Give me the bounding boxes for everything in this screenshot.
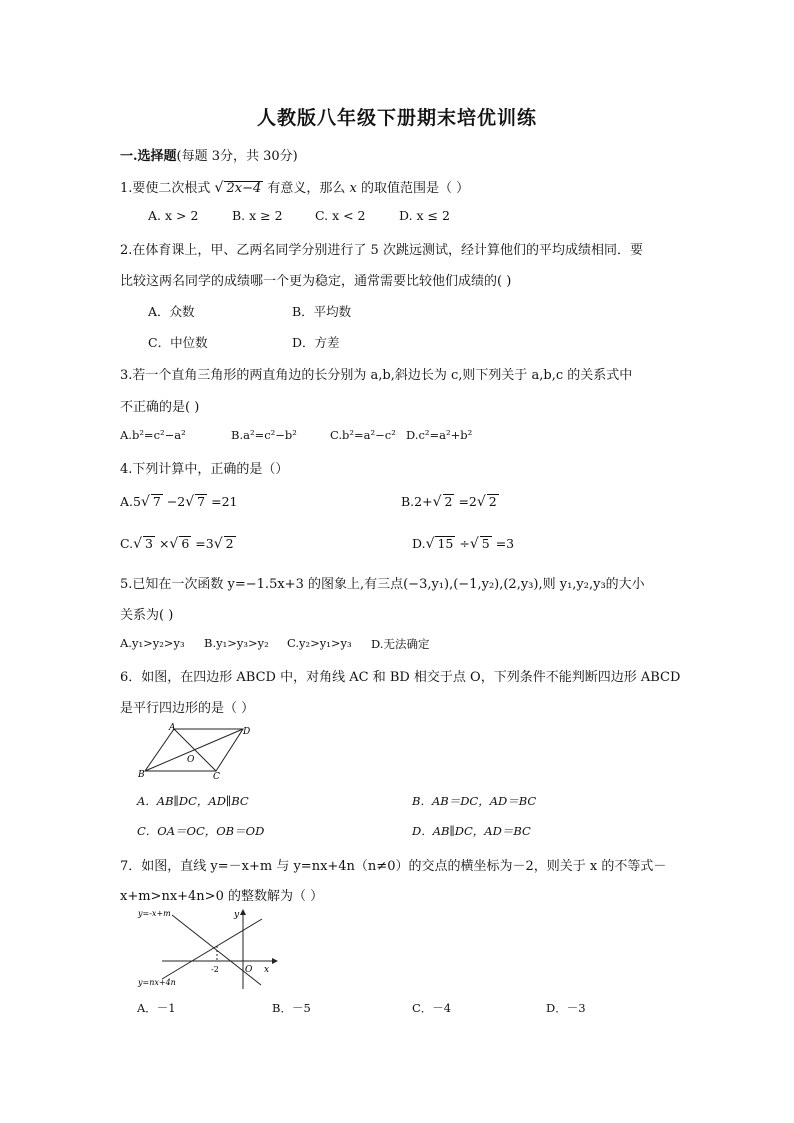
- q3-option-a[interactable]: A.b²=c²−a²: [120, 428, 186, 442]
- q1-stem-b: 有意义，那么: [267, 181, 346, 196]
- label-origin: O: [245, 965, 253, 975]
- q5-option-b[interactable]: B.y₁>y₃>y₂: [204, 636, 269, 650]
- q3-line-1: 3.若一个直角三角形的两直角边的长分别为 a,b,斜边长为 c,则下列关于 a,b,c 的关系式中: [120, 368, 633, 383]
- y-axis-arrow-icon: [240, 909, 246, 915]
- q1-option-d[interactable]: D. x ≤ 2: [399, 208, 450, 223]
- label-line-2: y=nx+4n: [138, 978, 176, 987]
- q5-option-d[interactable]: D.无法确定: [371, 637, 430, 651]
- q2-line-1: 2.在体育课上，甲、乙两名同学分别进行了 5 次跳远测试，经计算他们的平均成绩相同．要: [120, 243, 643, 258]
- section-heading: [120, 145, 298, 164]
- q7-line-2: x+m>nx+4n>0 的整数解为（ ）: [120, 889, 324, 904]
- q6-line-2: 是平行四边形的是（ ）: [120, 701, 255, 716]
- q1-option-a[interactable]: A. x > 2: [148, 208, 199, 223]
- label-d: D: [243, 727, 251, 737]
- q4-option-a[interactable]: A.5√ 7 −2√ 7 =21: [120, 494, 238, 510]
- q2-option-b[interactable]: B．平均数: [292, 304, 352, 319]
- label-y-axis: y: [234, 910, 240, 920]
- x-axis-arrow-icon: [272, 958, 278, 964]
- label-a: A: [169, 723, 176, 733]
- q5-line-2: 关系为( ): [120, 608, 174, 623]
- q3-option-c[interactable]: C.b²=a²−c²: [330, 428, 396, 442]
- q5-line-1: 5.已知在一次函数 y=−1.5x+3 的图象上,有三点(−3,y₁),(−1,y₂),(2,y₃),则 y₁,y₂,y₃的大小: [120, 577, 645, 592]
- q2-option-c[interactable]: C．中位数: [148, 335, 208, 350]
- q1-var: x: [349, 181, 357, 196]
- section-label: 一.选择题: [120, 149, 177, 164]
- label-line-1: y=-x+m: [138, 909, 171, 918]
- q6-line-1: 6．如图，在四边形 ABCD 中，对角线 AC 和 BD 相交于点 O，下列条件不能判断四边形 ABCD: [120, 670, 681, 685]
- section-note: (每题 3分，共 30分): [176, 149, 298, 164]
- q2-line-2: 比较这两名同学的成绩哪一个更为稳定，通常需要比较他们成绩的( ): [120, 274, 512, 289]
- label-o: O: [187, 755, 195, 765]
- label-c: C: [213, 772, 220, 780]
- q1-stem-a: 1.要使二次根式: [120, 181, 211, 196]
- q3-line-2: 不正确的是( ): [120, 400, 200, 415]
- q4-option-d[interactable]: D.√ 15 ÷√ 5 =3: [412, 536, 515, 552]
- q7-option-d[interactable]: D．－3: [546, 1001, 586, 1015]
- q6-option-a[interactable]: A．AB∥DC，AD∥BC: [137, 794, 249, 808]
- q5-option-a[interactable]: A.y₁>y₂>y₃: [120, 636, 185, 650]
- label-x-axis: x: [264, 965, 270, 975]
- label-b: B: [138, 770, 145, 780]
- q7-option-a[interactable]: A．－1: [137, 1001, 176, 1015]
- q6-option-b[interactable]: B．AB＝DC，AD＝BC: [412, 794, 537, 808]
- q2-option-d[interactable]: D．方差: [292, 335, 340, 350]
- page-title: 人教版八年级下册期末培优训练: [256, 107, 537, 129]
- q4-option-b[interactable]: B.2+√ 2 =2√ 2: [401, 494, 497, 510]
- q1-option-c[interactable]: C. x < 2: [315, 208, 366, 223]
- q3-option-b[interactable]: B.a²=c²−b²: [231, 428, 297, 442]
- question-1-stem: 1.要使二次根式 √ 2x−4 有意义，那么 x 的取值范围是（ ）: [120, 180, 470, 196]
- q3-option-d[interactable]: D.c²=a²+b²: [406, 428, 473, 442]
- q6-parallelogram-figure: [130, 722, 260, 780]
- q7-function-graph: [136, 905, 286, 991]
- q2-option-a[interactable]: A．众数: [148, 304, 195, 319]
- q5-option-c[interactable]: C.y₂>y₁>y₃: [287, 636, 352, 650]
- q7-line-1: 7．如图，直线 y=－x+m 与 y=nx+4n（n≠0）的交点的横坐标为－2，则关于 x 的不等式－: [120, 859, 667, 874]
- q1-option-b[interactable]: B. x ≥ 2: [232, 208, 283, 223]
- q4-option-c[interactable]: C.√ 3 ×√ 6 =3√ 2: [120, 536, 234, 552]
- q7-option-c[interactable]: C．－4: [412, 1001, 452, 1015]
- q6-option-c[interactable]: C．OA＝OC，OB＝OD: [137, 824, 265, 838]
- q7-option-b[interactable]: B．－5: [272, 1001, 311, 1015]
- q1-stem-c: 的取值范围是（ ）: [361, 181, 470, 196]
- q1-radicand: 2x−4: [226, 181, 262, 196]
- q4-stem: 4.下列计算中，正确的是（）: [120, 462, 289, 477]
- q6-option-d[interactable]: D．AB∥DC，AD＝BC: [412, 824, 531, 838]
- label-tick-neg-2: -2: [211, 965, 219, 974]
